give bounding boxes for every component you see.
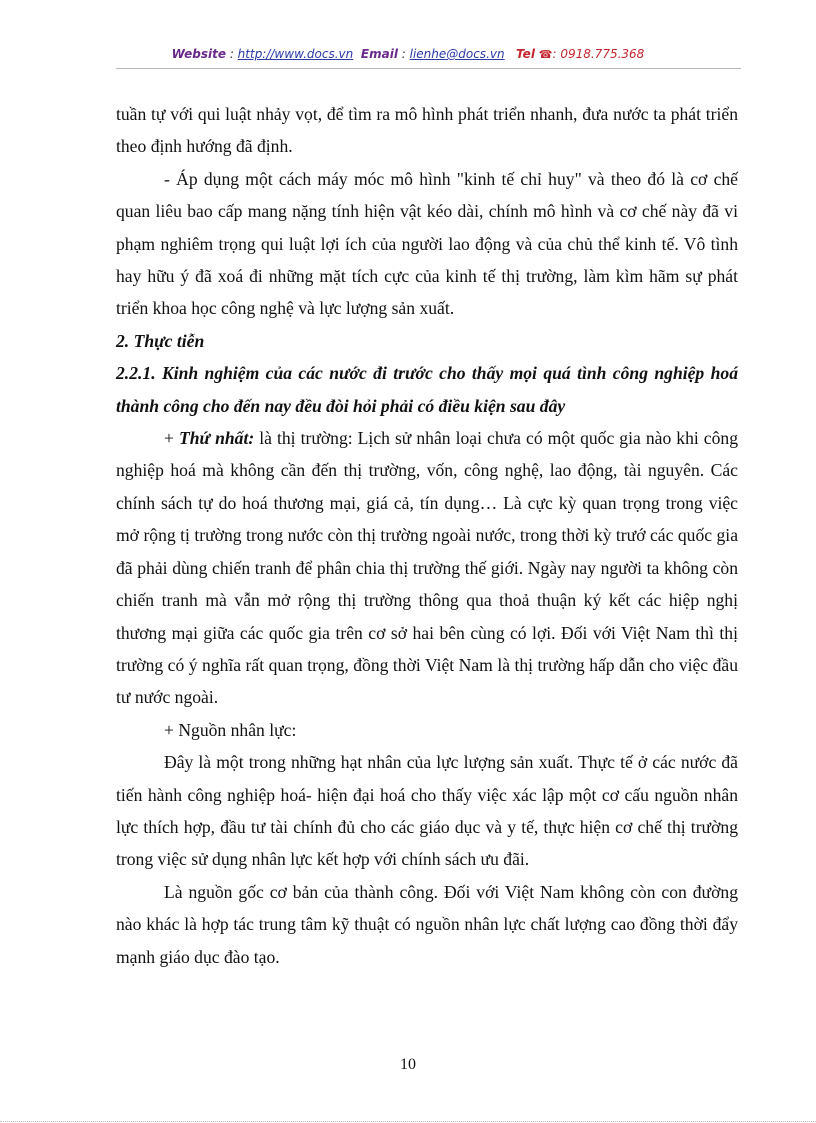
paragraph: Đây là một trong những hạt nhân của lực lượng sản xuất. Thực tế ở các nước đã tiến hành công nghiệp hoá- hiện đại hoá cho thấy việc xác lập một cơ cấu nguồn nhân lực thích hợp, đầu tư tài chính đủ cho các giáo dục và y tế, thực hiện cơ chế thị trường trong việc sử dụng nhân lực kết hợp với chính sách ưu đãi.	[116, 752, 738, 870]
page-header	[0, 47, 816, 61]
phone-icon: ☎	[538, 48, 553, 61]
phone-number: : 0918.775.368	[552, 47, 645, 61]
bold-lead: Thứ nhất:	[178, 428, 255, 449]
bullet-prefix: +	[164, 428, 179, 449]
section-heading: 2. Thực tiễn	[116, 330, 205, 351]
email-link[interactable]: lienhe@docs.vn	[409, 47, 505, 61]
paragraph: Là nguồn gốc cơ bản của thành công. Đối với Việt Nam không còn con đường nào khác là hợp tác trung tâm kỹ thuật có nguồn nhân lực chất lượng cao đồng thời đẩy mạnh giáo dục đào tạo.	[116, 881, 738, 967]
email-label: Email	[360, 47, 398, 61]
paragraph: + Nguồn nhân lực:	[164, 719, 297, 740]
paragraph: - Áp dụng một cách máy móc mô hình "kinh tế chỉ huy" và theo đó là cơ chế quan liêu bao cấp mang nặng tính hiện vật kéo dài, chính mô hình và cơ chế này đã vi phạm nghiêm trọng qui luật lợi ích của người lao động và của chủ thể kinh tế. Vô tình hay hữu ý đã xoá đi những mặt tích cực của kinh tế thị trường, làm kìm hãm sự phát triển khoa học công nghệ và lực lượng sản xuất.	[116, 168, 738, 319]
paragraph	[116, 422, 738, 714]
website-link[interactable]: http://www.docs.vn	[237, 47, 354, 61]
header-rule	[116, 68, 741, 69]
document-body	[116, 98, 738, 973]
tel-label: Tel	[516, 47, 535, 61]
paragraph-text: là thị trường: Lịch sử nhân loại chưa có một quốc gia nào khi công nghiệp hoá mà không cần đến thị trường, vốn, công nghệ, lao động, tài nguyên. Các chính sách tự do hoá thương mại, giá cả, tín dụng… Là cực kỳ quan trọng trong việc mở rộng tị trường trong nước còn thị trường ngoài nước, trong thời kỳ trướ các quốc gia đã phải dùng chiến tranh để phân chia thị trường thế giới. Ngày nay người ta không còn chiến tranh mà vẫn mở rộng thị trường thông qua thoả thuận ký kết các hiệp nghị thương mại giữa các quốc gia trên cơ sở hai bên cùng có lợi. Đối với Việt Nam thì thị trường có ý nghĩa rất quan trọng, đồng thời Việt Nam là thị trường hấp dẫn cho việc đầu tư nước ngoài.	[116, 428, 738, 708]
paragraph: tuần tự với qui luật nhảy vọt, để tìm ra mô hình phát triển nhanh, đưa nước ta phát triển theo định hướng đã định.	[116, 104, 738, 157]
email-separator: :	[397, 47, 410, 61]
subsection-heading: 2.2.1. Kinh nghiệm của các nước đi trước cho thấy mọi quá tình công nghiệp hoá thành công cho đến nay đều đòi hỏi phải có điều kiện sau đây	[116, 363, 738, 416]
page-number: 10	[400, 1056, 416, 1073]
page-bottom-border	[0, 1121, 816, 1122]
website-label: Website	[171, 47, 226, 61]
website-separator: :	[226, 47, 238, 61]
